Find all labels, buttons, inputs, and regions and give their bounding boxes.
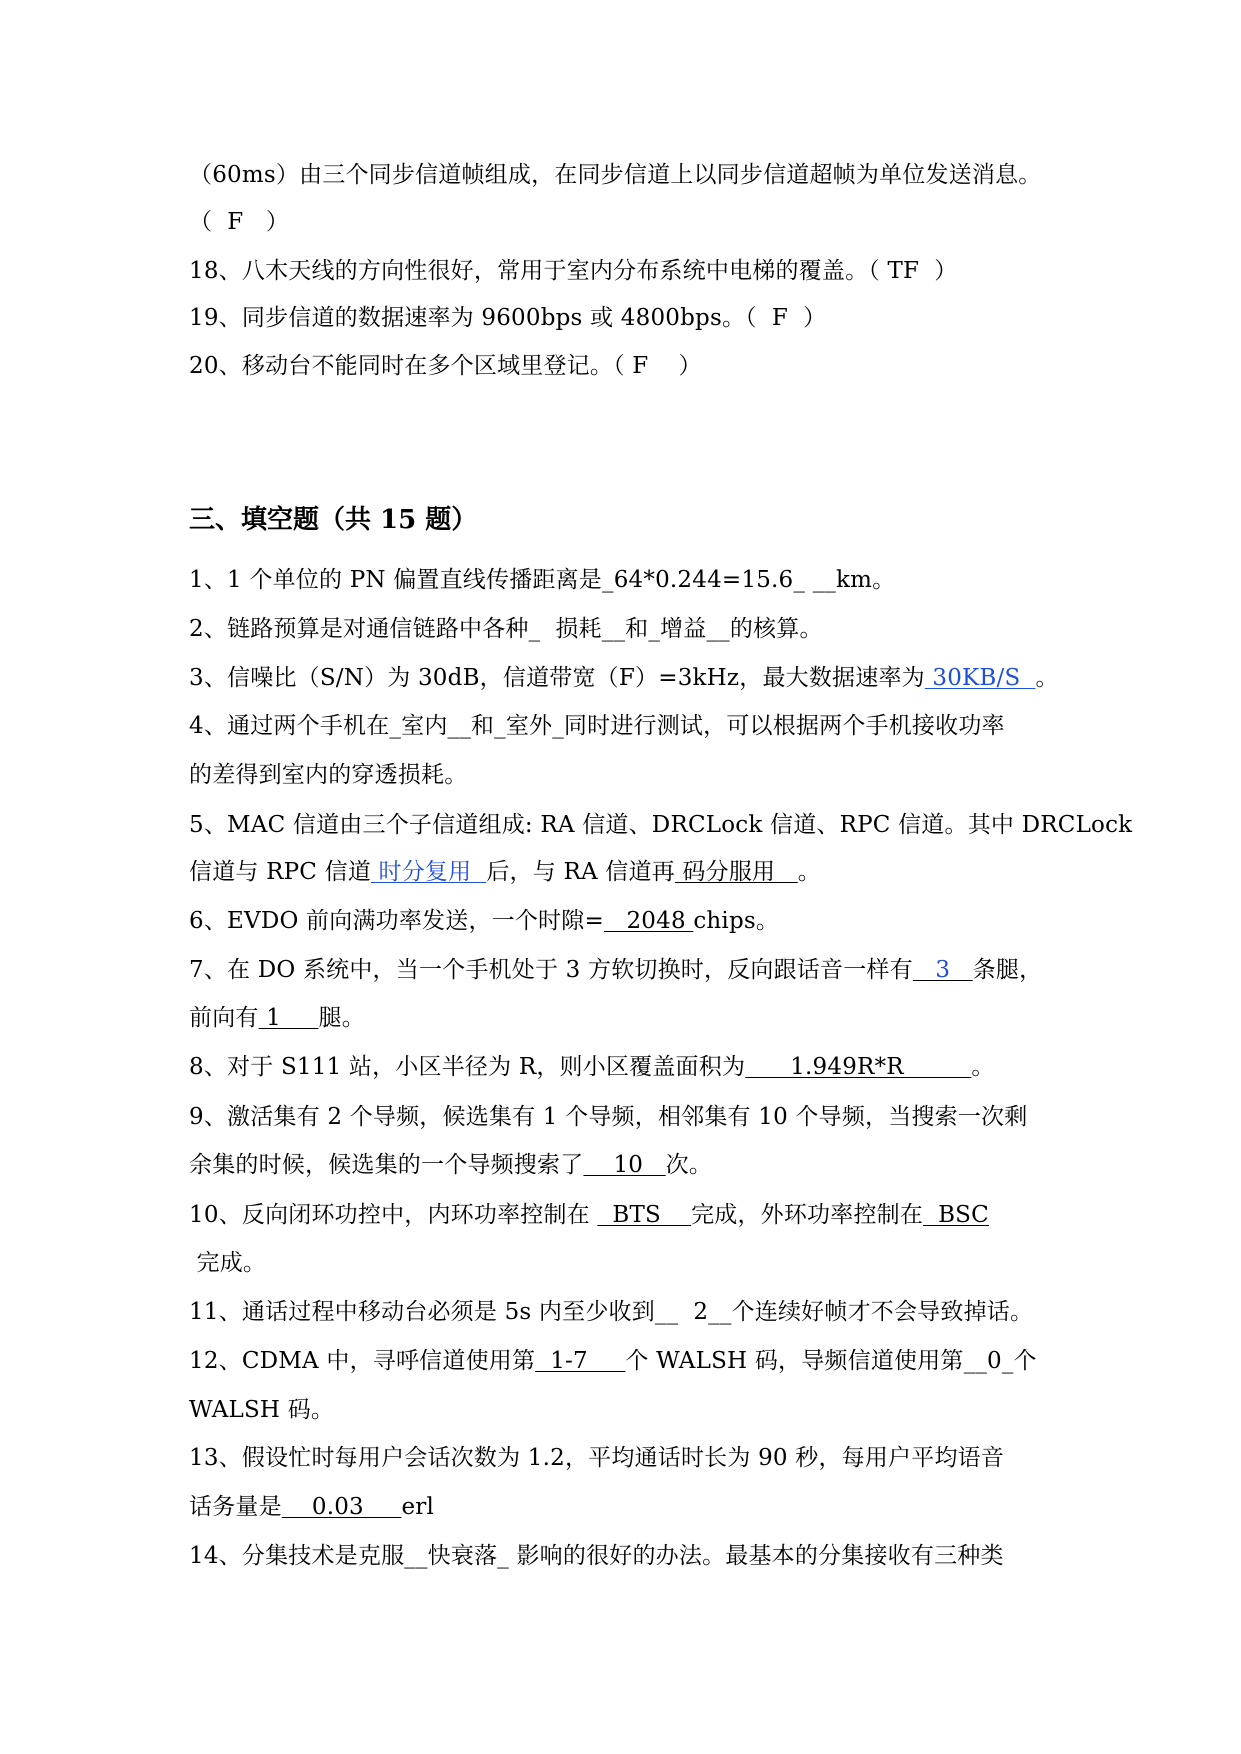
question-19: 19、同步信道的数据速率为 9600bps 或 4800bps。（ F ） — [189, 305, 827, 331]
fill-question-4-cont: 的差得到室内的穿透损耗。 — [189, 762, 468, 788]
answer-blank: BTS — [597, 1202, 692, 1228]
fill-question-5-cont — [189, 857, 821, 887]
question-text: 完成，外环功率控制在 — [691, 1202, 924, 1228]
fill-question-1: 1、1 个单位的 PN 偏置直线传播距离是_64*0.244=15.6_ __km。 — [189, 567, 896, 593]
fill-question-9-cont — [189, 1150, 712, 1180]
fill-question-3 — [189, 663, 1059, 693]
question-text: 前向有 — [189, 1005, 259, 1031]
question-text: 8、对于 S111 站，小区半径为 R，则小区覆盖面积为 — [189, 1054, 746, 1080]
question-text: 7、在 DO 系统中，当一个手机处于 3 方软切换时，反向跟话音一样有 — [189, 957, 913, 983]
question-text: 腿。 — [318, 1005, 365, 1031]
fill-question-14: 14、分集技术是克服__快衰落_ 影响的很好的办法。最基本的分集接收有三种类 — [189, 1543, 1004, 1569]
fill-question-13-cont — [189, 1492, 434, 1522]
question-18: 18、八木天线的方向性很好，常用于室内分布系统中电梯的覆盖。（ TF ） — [189, 258, 958, 284]
fill-question-8 — [189, 1052, 995, 1082]
question-text: 。 — [797, 859, 821, 885]
question-text: 个 WALSH 码，导频信道使用第__0_个 — [625, 1348, 1037, 1374]
fill-question-5: 5、MAC 信道由三个子信道组成: RA 信道、DRCLock 信道、RPC 信道。其中 DRCLock — [189, 812, 1133, 838]
section-heading: 三、填空题（共 15 题） — [189, 505, 478, 535]
fill-question-4: 4、通过两个手机在_室内__和_室外_同时进行测试，可以根据两个手机接收功率 — [189, 713, 1005, 739]
answer-blank: 10 — [583, 1152, 666, 1178]
question-text: 。 — [1035, 665, 1059, 691]
answer-blank: 0.03 — [281, 1494, 402, 1520]
question-text: 信道与 RPC 信道 — [189, 859, 372, 885]
fill-question-12 — [189, 1346, 1037, 1376]
fill-question-9: 9、激活集有 2 个导频，候选集有 1 个导频，相邻集有 10 个导频，当搜索一次剩 — [189, 1104, 1028, 1130]
question-text: 12、CDMA 中，寻呼信道使用第 — [189, 1348, 536, 1374]
question-text: 话务量是 — [189, 1494, 282, 1520]
question-text: 。 — [971, 1054, 995, 1080]
question-text: 3、信噪比（S/N）为 30dB，信道带宽（F）=3kHz，最大数据速率为 — [189, 665, 925, 691]
text-line: （60ms）由三个同步信道帧组成，在同步信道上以同步信道超帧为单位发送消息。 — [189, 162, 1042, 188]
fill-question-7 — [189, 955, 1042, 985]
fill-question-10 — [189, 1200, 989, 1230]
fill-question-10-cont: 完成。 — [189, 1250, 267, 1276]
answer-blank: 1.949R*R — [745, 1054, 972, 1080]
question-text: 次。 — [665, 1152, 713, 1178]
question-text: 余集的时候，候选集的一个导频搜索了 — [189, 1152, 584, 1178]
question-text: 后，与 RA 信道再 — [486, 859, 675, 885]
question-text: 10、反向闭环功控中，内环功率控制在 — [189, 1202, 598, 1228]
question-text: erl — [401, 1494, 434, 1520]
answer-blank: 3 — [912, 957, 973, 983]
fill-question-2: 2、链路预算是对通信链路中各种_ 损耗__和_增益__的核算。 — [189, 616, 823, 642]
fill-question-6 — [189, 906, 779, 936]
fill-question-11: 11、通话过程中移动台必须是 5s 内至少收到__ 2__个连续好帧才不会导致掉话。 — [189, 1299, 1034, 1325]
question-text: chips。 — [693, 908, 780, 934]
fill-question-7-cont — [189, 1003, 365, 1033]
answer-blank: 时分复用 — [371, 859, 487, 885]
question-20: 20、移动台不能同时在多个区域里登记。（ F ） — [189, 353, 702, 379]
fill-question-13: 13、假设忙时每用户会话次数为 1.2，平均通话时长为 90 秒，每用户平均语音 — [189, 1445, 1005, 1471]
answer-blank: 1 — [258, 1005, 319, 1031]
question-text: 6、EVDO 前向满功率发送，一个时隙= — [189, 908, 604, 934]
answer-line: （ F ） — [189, 209, 290, 235]
answer-blank: 1-7 — [535, 1348, 626, 1374]
answer-blank: 30KB/S — [924, 665, 1036, 691]
answer-blank: 码分服用 — [674, 859, 798, 885]
fill-question-12-cont: WALSH 码。 — [189, 1397, 335, 1423]
answer-blank: 2048 — [603, 908, 694, 934]
question-text: 条腿， — [972, 957, 1043, 983]
answer-blank: BSC — [923, 1202, 989, 1228]
